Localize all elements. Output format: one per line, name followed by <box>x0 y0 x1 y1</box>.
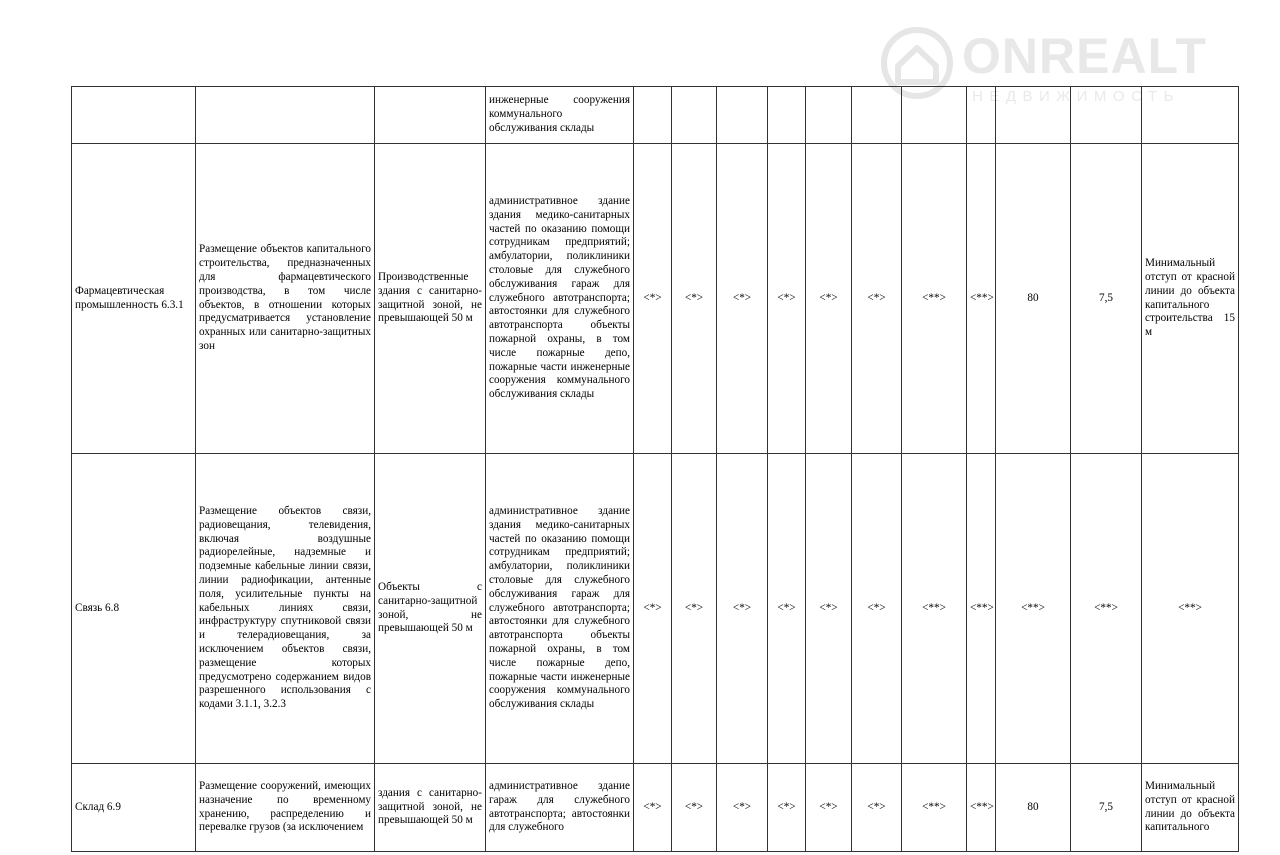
cell-mark: <*> <box>672 144 717 454</box>
cell-mark: <*> <box>768 764 806 852</box>
cell-mark <box>768 87 806 144</box>
cell-mark: <*> <box>672 454 717 764</box>
cell-note: Минимальный отступ от красной линии до объекта капитального строительства 15 м <box>1142 144 1239 454</box>
watermark-brand: ONREALT <box>962 28 1207 84</box>
cell-mark: <*> <box>852 144 902 454</box>
cell-mark: <*> <box>717 454 768 764</box>
cell-note: <**> <box>1142 454 1239 764</box>
cell-mark: <*> <box>634 144 672 454</box>
cell-description <box>196 87 375 144</box>
watermark-tagline: НЕДВИЖИМОСТЬ <box>972 88 1180 105</box>
cell-value <box>1071 87 1142 144</box>
table-row <box>72 764 1239 852</box>
cell-zone: здания с санитарно-защитной зоной, не превышающей 50 м <box>375 764 486 852</box>
cell-value: 7,5 <box>1071 764 1142 852</box>
cell-mark: <**> <box>967 144 996 454</box>
cell-description: Размещение сооружений, имеющих назначение по временному хранению, распределению и перевалке грузов (за исключением <box>196 764 375 852</box>
regulations-table <box>71 86 1239 852</box>
cell-mark: <**> <box>902 144 967 454</box>
cell-description: Размещение объектов капитального строительства, предназначенных для фармацевтического производства, в том числе объектов, в отношении которых предусматривается установление охранных или санитарно-защитных зон <box>196 144 375 454</box>
cell-objects: административное здание здания медико-санитарных частей по оказанию помощи сотрудникам предприятий; амбулатории, поликлиники столовые для служебного обслуживания гараж для служебного автотранспорта; автостоянки для служебного автотранспорта объекты пожарной охраны, в том числе пожарные депо, пожарные части инженерные сооружения коммунального обслуживания склады <box>486 144 634 454</box>
cell-mark: <*> <box>634 764 672 852</box>
cell-objects: инженерные сооружения коммунального обслуживания склады <box>486 87 634 144</box>
table-row <box>72 454 1239 764</box>
cell-value <box>996 87 1071 144</box>
cell-note: Минимальный отступ от красной линии до объекта капитального <box>1142 764 1239 852</box>
cell-mark: <**> <box>967 454 996 764</box>
cell-mark <box>634 87 672 144</box>
cell-mark <box>967 87 996 144</box>
cell-mark <box>852 87 902 144</box>
cell-mark: <*> <box>717 764 768 852</box>
cell-mark: <*> <box>806 764 852 852</box>
cell-mark <box>672 87 717 144</box>
table-row <box>72 144 1239 454</box>
cell-mark: <**> <box>902 764 967 852</box>
cell-mark: <*> <box>634 454 672 764</box>
cell-mark: <*> <box>717 144 768 454</box>
cell-value: <**> <box>1071 454 1142 764</box>
cell-name <box>72 87 196 144</box>
cell-mark <box>717 87 768 144</box>
cell-mark: <**> <box>902 454 967 764</box>
cell-value: 7,5 <box>1071 144 1142 454</box>
cell-mark: <*> <box>806 454 852 764</box>
cell-mark: <**> <box>967 764 996 852</box>
cell-description: Размещение объектов связи, радиовещания, телевидения, включая воздушные радиорелейные, надземные и подземные кабельные линии связи, линии радиофикации, антенные поля, усилительные пункты на кабельных линиях связи, инфраструктуру спутниковой связи и телерадиовещания, за исключением объектов связи, размещение которых предусмотрено содержанием видов разрешенного использования с кодами 3.1.1, 3.2.3 <box>196 454 375 764</box>
cell-mark: <*> <box>768 454 806 764</box>
cell-mark: <*> <box>672 764 717 852</box>
cell-zone <box>375 87 486 144</box>
table-row <box>72 87 1239 144</box>
cell-mark: <*> <box>768 144 806 454</box>
cell-name: Склад 6.9 <box>72 764 196 852</box>
cell-zone: Производственные здания с санитарно-защитной зоной, не превышающей 50 м <box>375 144 486 454</box>
cell-value: <**> <box>996 454 1071 764</box>
cell-mark <box>806 87 852 144</box>
cell-objects: административное здание здания медико-санитарных частей по оказанию помощи сотрудникам предприятий; амбулатории, поликлиники столовые для служебного обслуживания гараж для служебного автотранспорта; автостоянки для служебного автотранспорта объекты пожарной охраны, в том числе пожарные депо, пожарные части инженерные сооружения коммунального обслуживания склады <box>486 454 634 764</box>
cell-name: Связь 6.8 <box>72 454 196 764</box>
cell-value: 80 <box>996 764 1071 852</box>
cell-objects: административное здание гараж для служебного автотранспорта; автостоянки для служебного <box>486 764 634 852</box>
cell-value: 80 <box>996 144 1071 454</box>
cell-name: Фармацевтическая промышленность 6.3.1 <box>72 144 196 454</box>
cell-mark: <*> <box>806 144 852 454</box>
cell-mark: <*> <box>852 454 902 764</box>
cell-mark <box>902 87 967 144</box>
cell-zone: Объекты с санитарно-защитной зоной, не превышающей 50 м <box>375 454 486 764</box>
cell-note <box>1142 87 1239 144</box>
cell-mark: <*> <box>852 764 902 852</box>
